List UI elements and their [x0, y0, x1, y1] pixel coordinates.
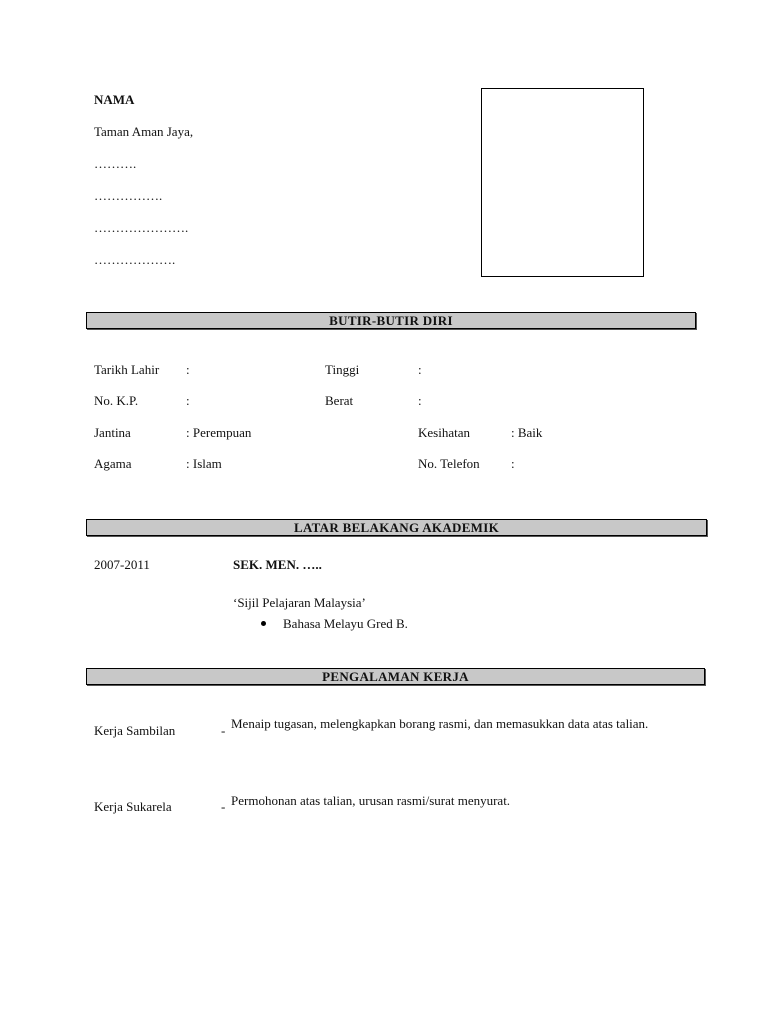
value-kesihatan: : Baik [511, 425, 543, 440]
value-jantina: : Perempuan [186, 425, 252, 440]
label-no-telefon: No. Telefon [418, 456, 480, 471]
value-no-kp: : [186, 393, 190, 408]
address-line-2: ………. [94, 156, 137, 171]
value-tinggi: : [418, 362, 422, 377]
label-kerja-sambilan: Kerja Sambilan [94, 723, 176, 738]
section-pengalaman-kerja: PENGALAMAN KERJA [86, 668, 705, 685]
address-line-5: ………………. [94, 252, 176, 267]
section-butir-diri: BUTIR-BUTIR DIRI [86, 312, 696, 329]
label-jantina: Jantina [94, 425, 131, 440]
value-tarikh-lahir: : [186, 362, 190, 377]
school-name: SEK. MEN. ….. [233, 557, 322, 572]
label-kesihatan: Kesihatan [418, 425, 470, 440]
section-akademik: LATAR BELAKANG AKADEMIK [86, 519, 707, 536]
label-tarikh-lahir: Tarikh Lahir [94, 362, 160, 377]
desc-kerja-sambilan: Menaip tugasan, melengkapkan borang rasmi, dan memasukkan data atas talian. [231, 716, 649, 731]
bullet-icon [261, 621, 266, 626]
applicant-name: NAMA [94, 92, 135, 107]
value-agama: : Islam [186, 456, 222, 471]
dash-kerja-sukarela: - [221, 799, 226, 814]
label-kerja-sukarela: Kerja Sukarela [94, 799, 172, 814]
desc-kerja-sukarela: Permohonan atas talian, urusan rasmi/surat menyurat. [231, 793, 511, 808]
label-berat: Berat [325, 393, 354, 408]
subject-item: Bahasa Melayu Gred B. [283, 616, 408, 631]
label-tinggi: Tinggi [325, 362, 360, 377]
address-line-1: Taman Aman Jaya, [94, 124, 194, 139]
photo-placeholder [481, 88, 644, 277]
value-berat: : [418, 393, 422, 408]
address-line-4: …………………. [94, 220, 189, 235]
certificate-name: ‘Sijil Pelajaran Malaysia’ [233, 595, 366, 610]
label-no-kp: No. K.P. [94, 393, 139, 408]
dash-kerja-sambilan: - [221, 723, 226, 738]
academic-year: 2007-2011 [94, 557, 150, 572]
label-agama: Agama [94, 456, 132, 471]
address-line-3: ……………. [94, 188, 163, 203]
value-no-telefon: : [511, 456, 515, 471]
